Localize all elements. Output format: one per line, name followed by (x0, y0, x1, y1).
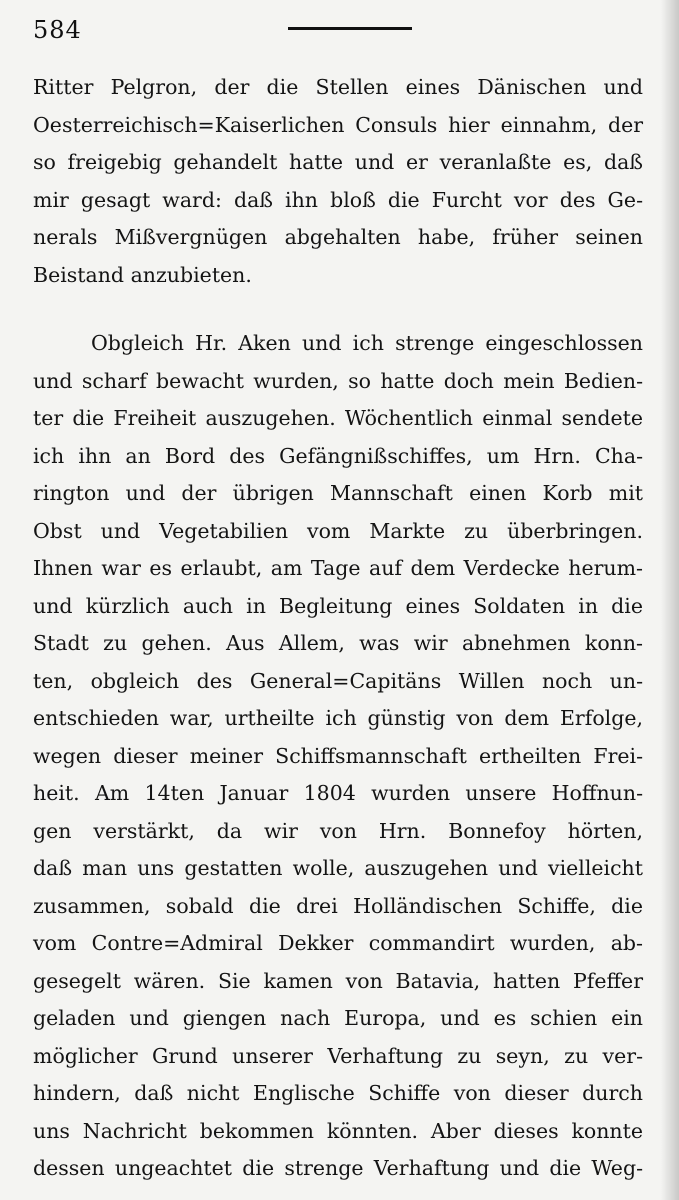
text-line: Oesterreichisch=Kaiserlichen Consuls hier einnahm, der (33, 112, 643, 137)
header-rule (288, 27, 412, 30)
text-line: und scharf bewacht wurden, so hatte doch mein Bedien- (33, 368, 643, 393)
text-line: nerals Mißvergnügen abgehalten habe, früher seinen (33, 225, 643, 249)
text-line: und kürzlich auch in Begleitung eines Soldaten in die (33, 593, 643, 618)
text-line: daß man uns gestatten wolle, auszugehen und vielleicht (33, 856, 643, 880)
text-line: möglicher Grund unserer Verhaftung zu seyn, zu ver- (33, 1043, 643, 1068)
page-number: 584 (33, 16, 82, 44)
text-line: Beistand anzubieten. (33, 262, 252, 287)
text-line: mir gesagt ward: daß ihn bloß die Furcht vor des Ge- (33, 187, 643, 212)
text-line: entschieden war, urtheilte ich günstig von dem Erfolge, (33, 706, 643, 730)
paragraph-2 (33, 325, 643, 1188)
text-line: geladen und giengen nach Europa, und es schien ein (33, 1006, 643, 1030)
text-line: rington und der übrigen Mannschaft einen Korb mit (33, 481, 643, 505)
text-line: Obgleich Hr. Aken und ich strenge eingeschlossen (91, 331, 643, 355)
text-line: Stadt zu gehen. Aus Allem, was wir abnehmen konn- (33, 631, 643, 655)
text-line: zusammen, sobald die drei Holländischen Schiffe, die (33, 893, 643, 918)
text-line: uns Nachricht bekommen könnten. Aber dieses konnte (33, 1118, 643, 1143)
text-line: ter die Freiheit auszugehen. Wöchentlich einmal sendete (33, 406, 643, 430)
text-line: gen verstärkt, da wir von Hrn. Bonnefoy hörten, (33, 818, 643, 843)
text-line: gesegelt wären. Sie kamen von Batavia, hatten Pfeffer (33, 968, 643, 993)
text-line: wegen dieser meiner Schiffsmannschaft ertheilten Frei- (33, 743, 643, 768)
text-line: ich ihn an Bord des Gefängnißschiffes, um Hrn. Cha- (33, 443, 643, 468)
text-line: Ihnen war es erlaubt, am Tage auf dem Verdecke herum- (33, 556, 643, 580)
text-line: so freigebig gehandelt hatte und er veranlaßte es, daß (33, 150, 643, 174)
text-line: heit. Am 14ten Januar 1804 wurden unsere Hoffnun- (33, 781, 643, 805)
text-line: dessen ungeachtet die strenge Verhaftung und die Weg- (33, 1156, 643, 1180)
paragraph-1 (33, 69, 643, 294)
text-line: vom Contre=Admiral Dekker commandirt wurden, ab- (33, 931, 643, 955)
text-line: ten, obgleich des General=Capitäns Willen noch un- (33, 668, 643, 693)
text-line: hindern, daß nicht Englische Schiffe von dieser durch (33, 1081, 643, 1105)
page-edge-shadow (661, 0, 679, 1200)
text-line: Obst und Vegetabilien vom Markte zu überbringen. (33, 518, 643, 543)
text-line: Ritter Pelgron, der die Stellen eines Dänischen und (33, 75, 643, 99)
